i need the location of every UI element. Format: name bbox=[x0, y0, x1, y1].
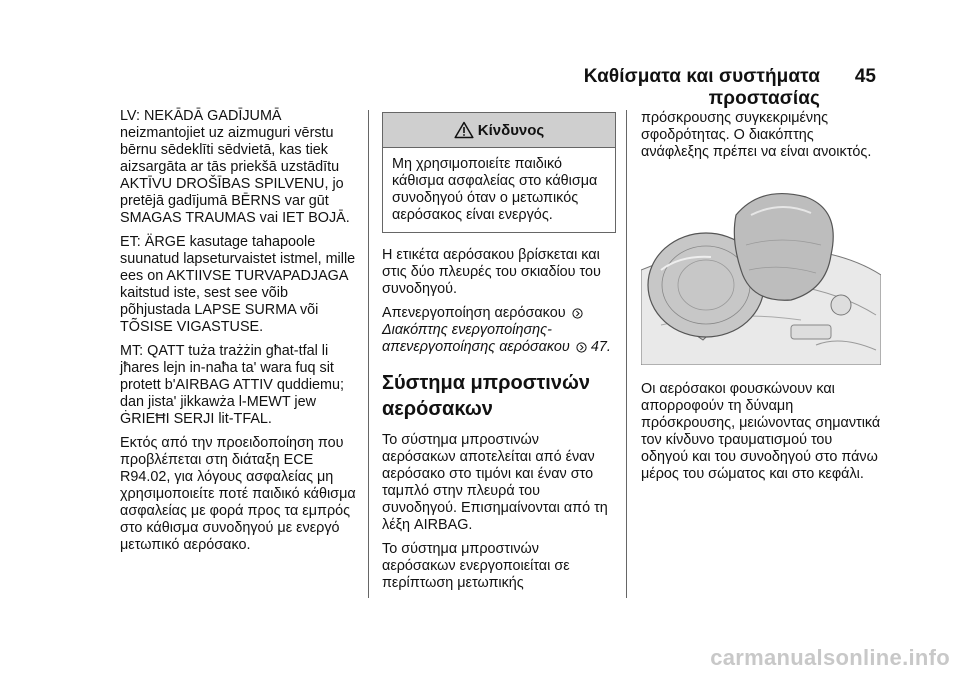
deactivation-label: Απενεργοποίηση αερόσακου bbox=[382, 305, 566, 321]
danger-text: Μη χρησιμοποιείτε παιδικό κάθισμα ασφαλείας στο κάθισμα συνοδηγού όταν ο μετωπικός αερόσακος είναι ενεργός. bbox=[392, 156, 598, 223]
paragraph-continuation: πρόσκρουσης συγκεκριμένης σφοδρότητας. Ο διακόπτης ανάφλεξης πρέπει να είναι ανοικτός. bbox=[641, 110, 872, 160]
danger-title: Κίνδυνος bbox=[477, 121, 545, 139]
paragraph-activation: Το σύστημα μπροστινών αερόσακων ενεργοποιείται σε περίπτωση μετωπικής bbox=[382, 541, 570, 591]
column-divider bbox=[626, 110, 627, 598]
danger-box bbox=[382, 112, 616, 233]
paragraph-greek-warning: Εκτός από την προειδοποίηση που προβλέπεται στη διάταξη ECE R94.02, για λόγους ασφαλείας μη χρησιμοποιείτε ποτέ παιδικό κάθισμα ασφαλείας με φορά προς τα εμπρός στο κάθισμα συνοδηγού με ενεργό μετωπικό αερόσακο. bbox=[120, 435, 356, 553]
column-divider bbox=[368, 110, 369, 598]
paragraph-estonian-warning: ET: ÄRGE kasutage tahapoole suunatud lapseturvaistet istmel, mille ees on AKTIIVSE TURVAPADJAGA kaitstud iste, sest see võib põhjustada LAPSE SURMA või TÕSISE VIGASTUSE. bbox=[120, 234, 356, 335]
section-heading: Σύστημα μπροστινών αερόσακων bbox=[382, 372, 590, 420]
reference-link[interactable]: Διακόπτης ενεργοποίησης-απενεργοποίησης αερόσακου bbox=[382, 322, 570, 355]
warning-triangle-icon bbox=[454, 121, 474, 139]
reference-page[interactable]: 47. bbox=[590, 339, 611, 355]
reference-arrow-icon bbox=[576, 342, 587, 353]
paragraph-airbags-inflate: Οι αερόσακοι φουσκώνουν και απορροφούν τη δύναμη πρόσκρουσης, μειώνοντας σημαντικά τον κίνδυνο τραυματισμού του οδηγού και του συνοδηγού στο πάνω μέρος του σώματος και στο κεφάλι. bbox=[641, 381, 881, 482]
paragraph-latvian-warning: LV: NEKĀDĀ GADĪJUMĀ neizmantojiet uz aizmuguri vērstu bērnu sēdeklīti sēdvietā, kas tiek aizsargāta ar tās priekšā uzstādītu AKTĪVU DROŠĪBAS SPILVENU, jo pretējā gadījumā BĒRNS var gūt SMAGAS TRAUMAS vai IET BOJĀ. bbox=[120, 108, 350, 226]
paragraph-maltese-warning: MT: QATT tuża trażżin għat-tfal li jħares lejn in-naħa ta' wara fuq sit protett b'AIRBAG ATTIV quddiemu; dan jista' jikkawża l-MEWT jew ĠRIEĦI SERJI lit-TFAL. bbox=[120, 343, 345, 427]
page-number: 45 bbox=[854, 66, 876, 87]
column-3 bbox=[641, 110, 881, 490]
paragraph-deactivation bbox=[382, 305, 616, 356]
reference-arrow-icon bbox=[572, 308, 583, 319]
column-2 bbox=[382, 108, 616, 599]
airbag-illustration bbox=[641, 175, 881, 365]
page-header-title: Καθίσματα και συστήματα προστασίας bbox=[583, 66, 820, 109]
danger-body bbox=[383, 148, 615, 232]
column-1 bbox=[120, 108, 356, 561]
danger-header bbox=[383, 113, 615, 148]
watermark-text: carmanualsonline.info bbox=[710, 645, 950, 670]
paragraph-airbag-label: Η ετικέτα αερόσακου βρίσκεται και στις δύο πλευρές του σκιαδίου του συνοδηγού. bbox=[382, 247, 601, 297]
paragraph-system-description: Το σύστημα μπροστινών αερόσακων αποτελείται από έναν αερόσακο στο τιμόνι και έναν στο ταμπλό στην πλευρά του συνοδηγού. Επισημαίνονται από τη λέξη AIRBAG. bbox=[382, 432, 608, 533]
